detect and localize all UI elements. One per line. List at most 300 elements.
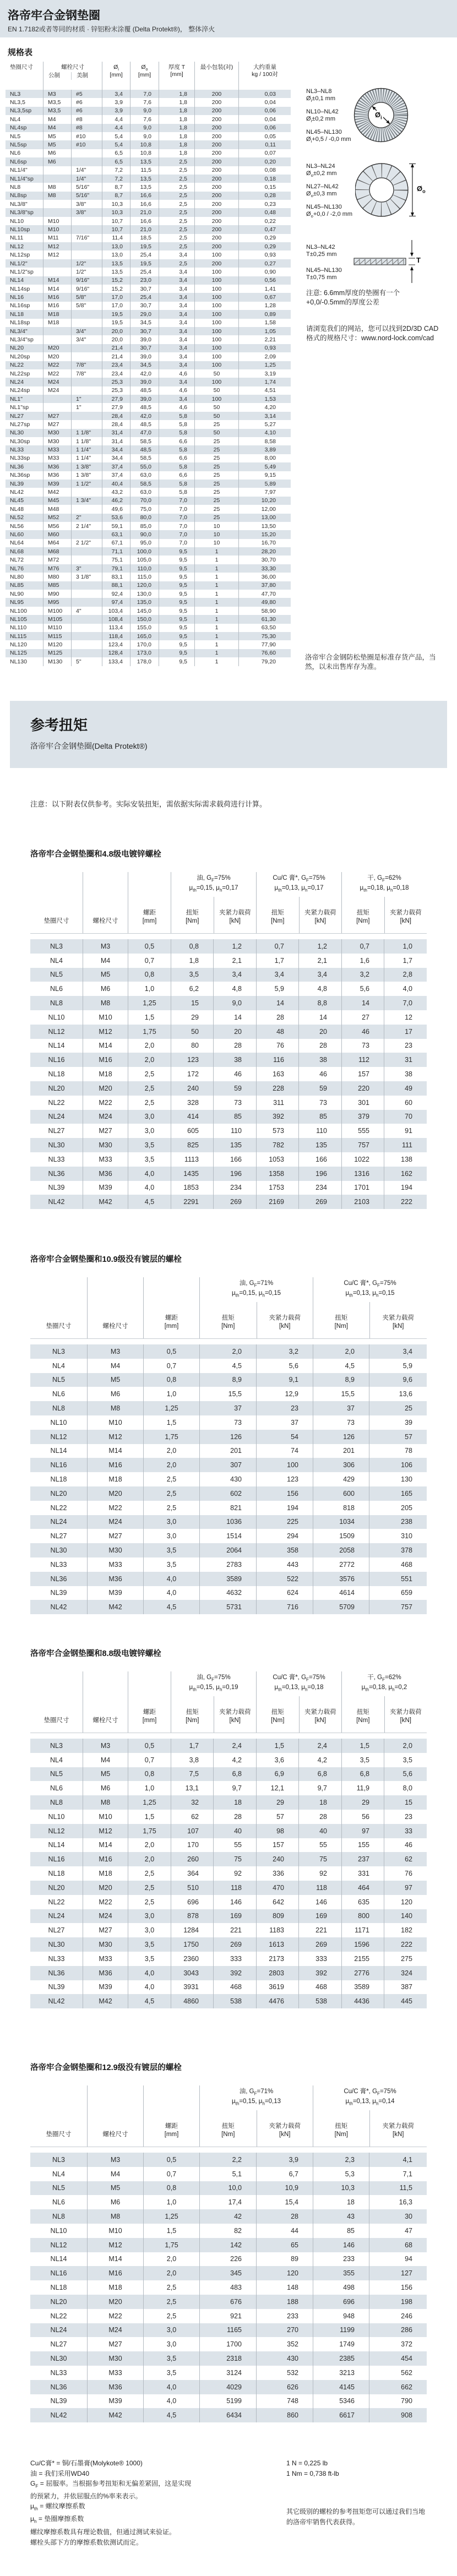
cell: 0,29	[238, 242, 291, 250]
cell: M120	[43, 640, 71, 649]
cell: NL16	[48, 1855, 65, 1864]
cell: 25	[194, 480, 238, 488]
cell: NL12	[48, 1027, 65, 1036]
cell: NL8	[10, 183, 21, 190]
col-header-torque: 扭矩 [Nm]	[334, 2122, 348, 2138]
cell: 9,0	[130, 107, 159, 115]
cell: NL10	[48, 1013, 65, 1021]
cell: NL100	[10, 607, 27, 614]
cell: 58,5	[130, 437, 159, 445]
table-row	[30, 1557, 427, 1572]
cell: 201	[313, 1444, 369, 1458]
cell: 5,1	[199, 2167, 256, 2181]
text-line: 1 N = 0,225 lb	[286, 2459, 328, 2467]
cell: 15,4	[256, 2195, 313, 2209]
table-row	[6, 183, 291, 191]
cell: 140	[384, 1909, 427, 1924]
col-header-bolt-size: 螺栓尺寸	[83, 872, 128, 933]
cell: 1514	[199, 1529, 256, 1543]
cell: 0,48	[238, 208, 291, 216]
cell: 1 1/4"	[71, 454, 102, 462]
condition-group-title: 油, $G_F=75\%$ $\mu_{th}=0,15$, $\mu_h=0,17$	[189, 875, 238, 893]
table-row	[30, 2408, 427, 2422]
cell: 387	[384, 1980, 427, 1995]
cell: 605	[171, 1124, 213, 1138]
cell	[43, 395, 71, 403]
table-row	[30, 1586, 427, 1600]
cell: 240	[256, 1852, 298, 1866]
table-row	[30, 996, 427, 1010]
cell: 3,5	[143, 2351, 199, 2366]
cell: 1,0	[128, 982, 171, 996]
cell: 194	[256, 1501, 313, 1515]
cell: 92	[213, 1866, 256, 1881]
cell: 5199	[199, 2394, 256, 2409]
cell: 2,0	[313, 1344, 369, 1359]
col-header-bolt-size: 螺栓尺寸	[87, 1277, 143, 1338]
cell: 4,5	[143, 2408, 199, 2422]
cell: 1,41	[238, 285, 291, 293]
cell: NL105	[10, 616, 27, 623]
cell: 48,5	[130, 386, 159, 395]
cell: NL8sp	[10, 192, 27, 199]
cell: 233	[256, 2309, 313, 2323]
cell: 42,0	[130, 369, 159, 378]
tolerance-value: $Ø_o\pm 0,2$ mm	[306, 170, 337, 178]
cell: 29	[171, 1010, 213, 1025]
inner-diameter-tolerance-labels	[306, 88, 356, 150]
table-row	[6, 590, 291, 598]
cell: 12,1	[256, 1781, 298, 1795]
text-line: 的洛帝牢销售代表获得。	[286, 2518, 360, 2526]
cell: 97,4	[102, 598, 130, 606]
col-header-torque: 扭矩 [Nm]	[356, 1708, 370, 1724]
cell: 470	[256, 1881, 298, 1895]
cell: NL24sp	[10, 387, 30, 394]
cell: 234	[213, 1181, 256, 1195]
cell: M3	[87, 2153, 143, 2167]
cell: 3,5	[128, 1937, 171, 1952]
cell: 12,00	[238, 505, 291, 513]
cell: 123,4	[102, 640, 130, 649]
cell: 50	[171, 1025, 213, 1039]
table-row	[6, 488, 291, 496]
cell: 127	[369, 2266, 427, 2280]
cell: M42	[87, 2408, 143, 2422]
cell: 38	[384, 1067, 427, 1081]
cell: 37,4	[102, 462, 130, 471]
cell: 28,4	[102, 412, 130, 420]
table-row	[6, 175, 291, 183]
cell: 7,0	[384, 996, 427, 1010]
cell: NL6	[10, 150, 21, 157]
cell: 2,5	[159, 192, 194, 200]
cell: 10,8	[130, 140, 159, 149]
cell	[71, 598, 102, 606]
table-row	[6, 471, 291, 480]
cell: 17,4	[199, 2195, 256, 2209]
cell: 240	[171, 1081, 213, 1096]
cell: M20	[87, 2295, 143, 2309]
cell: NL16sp	[10, 302, 30, 309]
torque-table-header	[30, 1277, 427, 1339]
cell: NL20	[50, 2297, 67, 2306]
cell: 9,5	[159, 555, 194, 564]
cell: 73	[341, 1039, 384, 1053]
table-row	[30, 1966, 427, 1980]
cell: 58,5	[130, 480, 159, 488]
cell	[71, 149, 102, 157]
cell: 5,49	[238, 462, 291, 471]
cell: 95,0	[130, 539, 159, 547]
footnotes-definitions	[30, 2458, 191, 2526]
cell: 100	[194, 250, 238, 259]
col-header-washer-size: 垫圈尺寸	[46, 2131, 72, 2138]
cell: NL76	[10, 565, 24, 572]
cell: 3,4	[159, 302, 194, 310]
cell: 1	[194, 649, 238, 657]
text-line: 注意: 6.6mm厚度的垫圈有一个	[306, 289, 400, 297]
cell: NL27sp	[10, 421, 30, 428]
cell: 8,58	[238, 437, 291, 445]
cell: 21,4	[102, 344, 130, 352]
cell: 238	[369, 1515, 427, 1529]
cell: 200	[194, 183, 238, 191]
cell: 118,4	[102, 632, 130, 640]
cell: 3213	[313, 2366, 369, 2380]
cell: 100	[194, 327, 238, 335]
cell: NL12	[10, 243, 24, 250]
cell: 172	[171, 1067, 213, 1081]
cell: 1,5	[143, 2224, 199, 2238]
cell: 200	[194, 132, 238, 140]
cell: 157	[341, 1067, 384, 1081]
cell: M39	[87, 1586, 143, 1600]
cell: M18	[43, 310, 71, 318]
cell: 4,5	[313, 1359, 369, 1373]
cell: M39	[83, 1980, 128, 1995]
cell: 8,9	[313, 1373, 369, 1387]
cell: 6,8	[298, 1767, 341, 1782]
torque-table-rows	[30, 1344, 427, 1614]
cell: 2,5	[143, 2280, 199, 2295]
cell: 1596	[341, 1937, 384, 1952]
cell: 37	[256, 1415, 313, 1430]
cell: 76,60	[238, 649, 291, 657]
cell: 8,8	[298, 996, 341, 1010]
cell: 105,0	[130, 555, 159, 564]
cell: 200	[194, 157, 238, 166]
cell: 27,9	[102, 395, 130, 403]
table-row	[30, 1430, 427, 1444]
cell: 1,7	[256, 954, 298, 968]
cell: 696	[313, 2295, 369, 2309]
condition-group-header	[341, 1671, 427, 1733]
cell: 0,93	[238, 344, 291, 352]
size-range: NL3–NL42	[306, 244, 335, 250]
cell: NL45	[10, 497, 24, 504]
cell: 16,3	[369, 2195, 427, 2209]
cell: NL33	[50, 2368, 67, 2377]
table-row	[30, 1753, 427, 1767]
cell: 4860	[171, 1994, 213, 2008]
cell: 635	[341, 1895, 384, 1909]
cell: 1750	[171, 1937, 213, 1952]
page-title: 洛帝牢合金钢垫圈	[8, 9, 100, 22]
cell: 1358	[256, 1167, 298, 1181]
cell: NL20	[48, 1084, 65, 1092]
col-header-pitch: 螺距 [mm]	[143, 1277, 199, 1338]
cell: 4145	[313, 2380, 369, 2394]
cell: 68	[369, 2238, 427, 2252]
cell: NL27	[48, 1926, 65, 1935]
cell: 3,4	[159, 250, 194, 259]
col-header-torque: 扭矩 [Nm]	[221, 1314, 235, 1330]
cell: M5	[83, 968, 128, 982]
cell: 107	[171, 1824, 213, 1838]
cell	[43, 268, 71, 276]
cell: M95	[43, 598, 71, 606]
cell: 0,03	[238, 90, 291, 98]
cell: 82	[199, 2224, 256, 2238]
col-header-torque: 扭矩 [Nm]	[221, 2122, 235, 2138]
cell: 333	[213, 1952, 256, 1966]
cell: 25	[194, 497, 238, 505]
cell: 2,0	[143, 2252, 199, 2267]
col-header-metric: 公制	[48, 72, 60, 79]
cell: 49	[384, 1081, 427, 1096]
cell: 522	[256, 1572, 313, 1586]
cell: 464	[341, 1881, 384, 1895]
spec-table-header	[6, 62, 291, 90]
cell: 200	[194, 234, 238, 242]
cell: 0,05	[238, 132, 291, 140]
condition-group-header	[199, 1277, 313, 1338]
table-row	[30, 1010, 427, 1025]
cell: 1/2"	[71, 259, 102, 268]
cell: 532	[256, 2366, 313, 2380]
cell: 5/16"	[71, 183, 102, 191]
cell: M24	[83, 1909, 128, 1924]
cell: 18	[298, 1795, 341, 1810]
col-header-torque: 扭矩 [Nm]	[186, 1708, 199, 1724]
cell: M5	[43, 140, 71, 149]
cell: 3931	[171, 1980, 213, 1995]
table-row	[6, 217, 291, 225]
cell: 4,5	[199, 1359, 256, 1373]
cell: 11,4	[102, 234, 130, 242]
cell: 3,6	[256, 1753, 298, 1767]
table-row	[6, 657, 291, 666]
cell: 90,0	[130, 530, 159, 538]
cell: NL22	[10, 362, 24, 369]
condition-group-header	[313, 2085, 427, 2147]
cell: 148	[256, 2280, 313, 2295]
cell: 1,0	[384, 939, 427, 954]
table-row	[30, 1980, 427, 1995]
cell: 7/8"	[71, 369, 102, 378]
cell: 1113	[171, 1152, 213, 1167]
cell: 3,4	[213, 968, 256, 982]
cell	[43, 335, 71, 344]
tolerance-value: $Ø_i\pm 0,1$ mm	[306, 95, 335, 103]
cell: 7,0	[159, 539, 194, 547]
cell: 79,1	[102, 564, 130, 573]
cell: 2360	[171, 1952, 213, 1966]
cell: 157	[256, 1838, 298, 1853]
cell: M14	[43, 285, 71, 293]
cell: 1	[194, 564, 238, 573]
cell: 1	[194, 598, 238, 606]
text-line: 螺栓头部下方的摩擦系数依测试而定。	[30, 2538, 143, 2546]
table-row	[6, 530, 291, 538]
cell: 642	[256, 1895, 298, 1909]
table-row	[6, 412, 291, 420]
cell: 5,8	[159, 445, 194, 454]
cell: 286	[369, 2323, 427, 2338]
cell: 1701	[341, 1181, 384, 1195]
cell: 2,21	[238, 335, 291, 344]
cell: 9,15	[238, 471, 291, 480]
cell: M12	[43, 250, 71, 259]
cell: 2803	[256, 1966, 298, 1980]
cell: 3,5	[143, 2366, 199, 2380]
cell: NL8	[52, 1404, 65, 1413]
cell: 1 1/8"	[71, 437, 102, 445]
cell	[43, 166, 71, 175]
cell: 205	[369, 1501, 427, 1515]
cell: NL3/8"	[10, 200, 28, 208]
cell: 46	[213, 1067, 256, 1081]
cell: 200	[194, 107, 238, 115]
cell: 55	[213, 1838, 256, 1853]
cell: 9,5	[159, 624, 194, 632]
cell: 510	[171, 1881, 213, 1895]
cell: #10	[71, 140, 102, 149]
cell: M56	[43, 522, 71, 530]
cell: 13,6	[369, 1387, 427, 1401]
cell: 36,00	[238, 573, 291, 581]
cell: 269	[213, 1195, 256, 1209]
thickness-symbol: T	[416, 256, 421, 264]
cell: 4632	[199, 1586, 256, 1600]
cell: 178,0	[130, 657, 159, 666]
table-row	[30, 1529, 427, 1543]
cell: 222	[384, 1195, 427, 1209]
cell: M14	[43, 276, 71, 285]
cell: 25	[194, 514, 238, 522]
cell: 123	[256, 1472, 313, 1486]
cell: 2,2	[199, 2153, 256, 2167]
cell: 19,5	[130, 242, 159, 250]
cell: 3/4"	[71, 335, 102, 344]
cell: 16,6	[130, 217, 159, 225]
cell: 1	[194, 581, 238, 590]
cell: 115,0	[130, 573, 159, 581]
cell: NL42	[48, 1997, 65, 2006]
text-line: $\mu_h$ = 垫圈摩擦系数	[30, 2515, 84, 2524]
cell: M8	[87, 1401, 143, 1415]
cell: 7,0	[130, 90, 159, 98]
cell: 6,7	[256, 2167, 313, 2181]
cell: 34,5	[130, 319, 159, 327]
cell: 0,90	[238, 268, 291, 276]
cell: 2,5	[143, 2309, 199, 2323]
table-row	[6, 640, 291, 649]
cell: 7,0	[159, 530, 194, 538]
cell: 9,0	[130, 124, 159, 132]
cell: 126	[199, 1430, 256, 1444]
cell: 809	[256, 1909, 298, 1924]
cell: 1,8	[159, 149, 194, 157]
cell: 13,5	[130, 175, 159, 183]
table-row	[30, 1824, 427, 1838]
cell: 111	[384, 1138, 427, 1152]
cell: 1	[194, 640, 238, 649]
cell: 9,0	[213, 996, 256, 1010]
cell: 48,5	[130, 445, 159, 454]
cell: 100	[194, 268, 238, 276]
cell: 200	[194, 140, 238, 149]
cell: M39	[43, 480, 71, 488]
cell: 4,0	[143, 1586, 199, 1600]
cell: 3/4"	[71, 327, 102, 335]
cell: 76	[384, 1866, 427, 1881]
cell	[43, 208, 71, 216]
cell: NL6	[52, 2198, 65, 2207]
cell: 225	[256, 1515, 313, 1529]
cell: M3	[83, 1739, 128, 1753]
cell: 1	[194, 555, 238, 564]
cell	[71, 547, 102, 555]
cell: NL6sp	[10, 158, 27, 165]
cell: 28	[256, 2209, 313, 2224]
cell: 2,5	[128, 1067, 171, 1081]
cell: 14	[256, 996, 298, 1010]
cell: 18	[213, 1795, 256, 1810]
cell	[71, 632, 102, 640]
cell: 30,7	[130, 302, 159, 310]
cell: 310	[369, 1529, 427, 1543]
table-row	[30, 1838, 427, 1853]
cell: 28,20	[238, 547, 291, 555]
condition-group-title: 干, $G_F=62\%$ $\mu_{th}=0,18$, $\mu_h=0,18$	[360, 875, 409, 893]
cell: 10,3	[102, 208, 130, 216]
cell: 33	[384, 1824, 427, 1838]
cell: 1,0	[143, 1387, 199, 1401]
cell: 83,1	[102, 573, 130, 581]
cell: M8	[83, 1795, 128, 1810]
cell: M27	[43, 420, 71, 428]
col-header-clamp-load: 夹紧力载荷 [kN]	[257, 1302, 313, 1338]
cell: 200	[194, 175, 238, 183]
cell: 162	[384, 1167, 427, 1181]
cell: 3043	[171, 1966, 213, 1980]
text-line: +0,0/-0.5mm的厚度公差	[306, 298, 380, 306]
cell	[71, 420, 102, 428]
cell: 4,2	[298, 1753, 341, 1767]
tolerance-item	[306, 183, 356, 199]
cell: 1700	[199, 2337, 256, 2351]
table-row	[6, 293, 291, 301]
cell: 17	[384, 1025, 427, 1039]
cell: 135,0	[130, 598, 159, 606]
cell: 624	[256, 1586, 313, 1600]
cell: 0,06	[238, 124, 291, 132]
cell: NL24	[48, 1113, 65, 1121]
col-header-clamp-load: 夹紧力载荷 [kN]	[257, 2110, 313, 2147]
cell: 47,0	[130, 429, 159, 437]
